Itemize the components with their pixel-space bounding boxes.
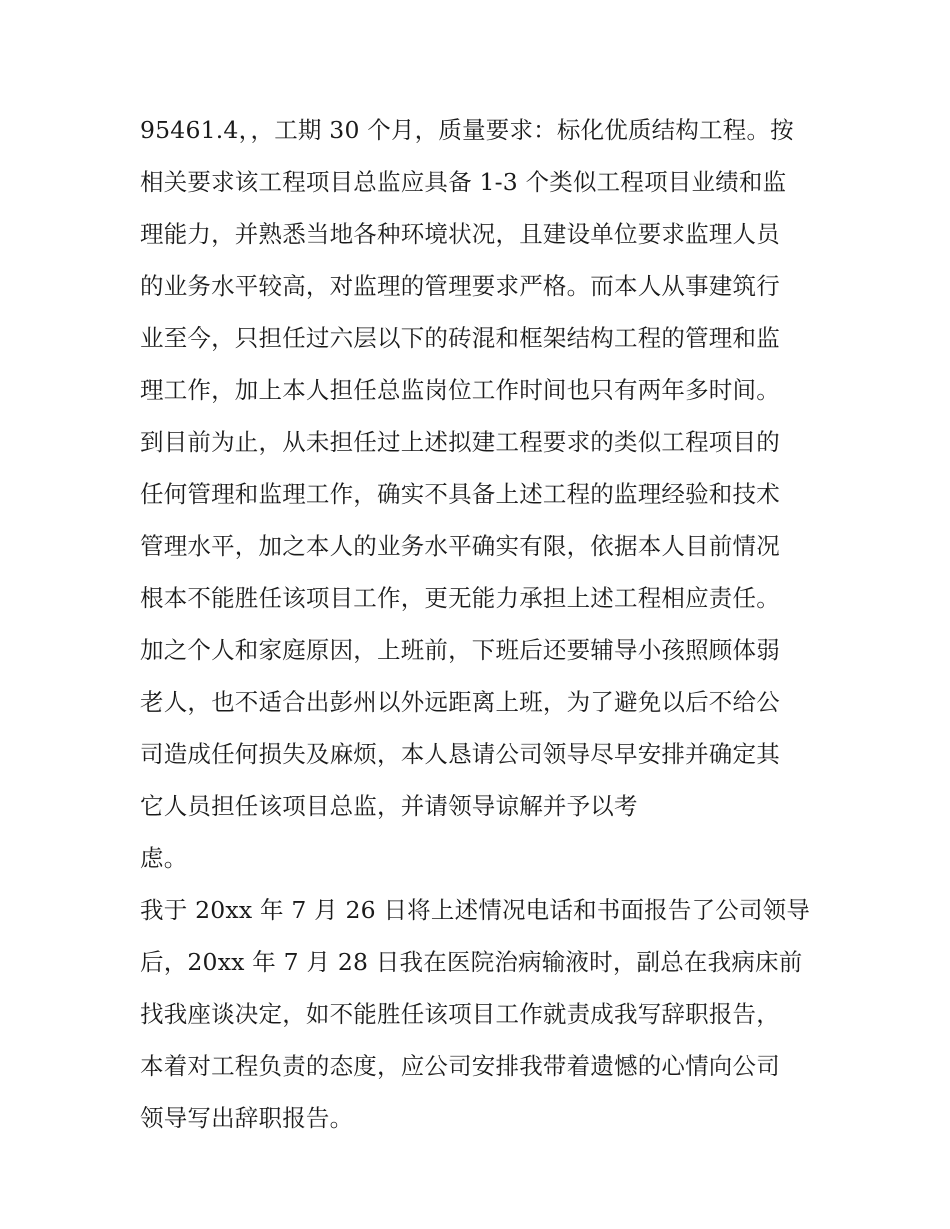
text-line: 根本不能胜任该项目工作，更无能力承担上述工程相应责任。 xyxy=(140,584,780,612)
text-line: 相关要求该工程项目总监应具备 1-3 个类似工程项目业绩和监 xyxy=(140,168,787,196)
document-body xyxy=(140,104,820,1144)
text-line: 业至今，只担任过六层以下的砖混和框架结构工程的管理和监 xyxy=(140,324,780,352)
text-line: 理能力，并熟悉当地各种环境状况，且建设单位要求监理人员 xyxy=(140,220,780,248)
text-line: 领导写出辞职报告。 xyxy=(140,1104,354,1132)
text-line: 它人员担任该项目总监，并请领导谅解并予以考 xyxy=(140,792,638,820)
text-line: 本着对工程负责的态度，应公司安排我带着遗憾的心情向公司 xyxy=(140,1052,780,1080)
text-line: 加之个人和家庭原因，上班前，下班后还要辅导小孩照顾体弱 xyxy=(140,636,780,664)
text-line: 找我座谈决定，如不能胜任该项目工作就责成我写辞职报告， xyxy=(140,1000,780,1028)
text-line: 虑。 xyxy=(140,844,188,872)
text-line: 到目前为止，从未担任过上述拟建工程要求的类似工程项目的 xyxy=(140,428,780,456)
text-line: 管理水平，加之本人的业务水平确实有限，依据本人目前情况 xyxy=(140,532,780,560)
text-line: 我于 20xx 年 7 月 26 日将上述情况电话和书面报告了公司领导 xyxy=(140,896,811,924)
text-line: 95461.4，，工期 30 个月，质量要求：标化优质结构工程。按 xyxy=(140,116,794,144)
text-line: 后，20xx 年 7 月 28 日我在医院治病输液时，副总在我病床前 xyxy=(140,948,803,976)
text-line: 的业务水平较高，对监理的管理要求严格。而本人从事建筑行 xyxy=(140,272,780,300)
text-line: 司造成任何损失及麻烦，本人恳请公司领导尽早安排并确定其 xyxy=(140,740,780,768)
text-line: 理工作，加上本人担任总监岗位工作时间也只有两年多时间。 xyxy=(140,376,780,404)
text-line: 任何管理和监理工作，确实不具备上述工程的监理经验和技术 xyxy=(140,480,780,508)
text-line: 老人，也不适合出彭州以外远距离上班，为了避免以后不给公 xyxy=(140,688,780,716)
